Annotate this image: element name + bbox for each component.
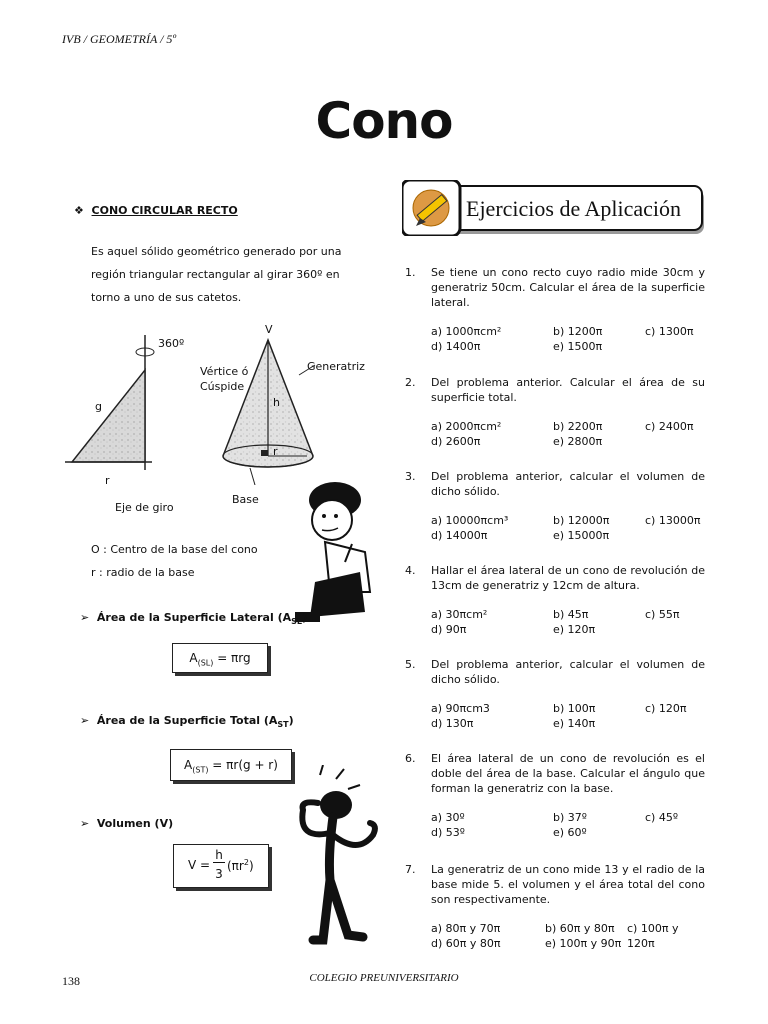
label-h: h: [273, 396, 280, 409]
exercise-options: a) 90πcm3 b) 100π c) 120π d) 130π e) 140π: [431, 702, 687, 730]
exercise-7: 7. La generatriz de un cono mide 13 y el radio de la base mide 5. el volumen y el área total del cono son respectivamente. a) 80π y 70π b) 60π y 80π c) 100π y 120π d) 60π y 80π e) 100π y 90π: [405, 862, 705, 953]
lateral-area-heading: ➢ Área de la Superficie Lateral $(A_{SL})$: [80, 611, 308, 627]
label-base: Base: [232, 493, 259, 506]
definition-text: Es aquel sólido geométrico generado por una región triangular rectangular al girar 360º en torno a uno de sus catetos.: [91, 245, 342, 304]
triangle-shape: [72, 370, 145, 462]
section-heading: [74, 204, 238, 217]
label-360: 360º: [158, 337, 185, 350]
thinking-boy-illustration: [290, 472, 385, 632]
exercise-3: 3. Del problema anterior, calcular el volumen de dicho sólido. a) 10000πcm³ b) 12000π c) 13000π d) 14000π e) 15000π: [405, 469, 705, 545]
label-vertex: Vértice ó Cúspide: [200, 365, 249, 393]
arrow-bullet-icon: ➢: [80, 611, 90, 624]
lateral-area-formula: $A_{(SL)} = \pi rg$: [172, 643, 268, 673]
exercise-options: a) 10000πcm³ b) 12000π c) 13000π d) 14000π e) 15000π: [431, 514, 701, 542]
banner-title: Ejercicios de Aplicación: [466, 196, 682, 221]
stick-figure-illustration: [278, 765, 386, 945]
footer-text: COLEGIO PREUNIVERSITARIO: [309, 972, 459, 984]
cone-figure: [215, 325, 365, 485]
triangle-figure: [60, 330, 170, 490]
total-area-heading: ➢ Área de la Superficie Total $(A_{ST})$: [80, 714, 294, 730]
label-generatrix: Generatriz: [307, 360, 365, 373]
exercise-options: a) 1000πcm² b) 1200π c) 1300π d) 1400π e) 1500π: [431, 325, 694, 353]
page-title: Cono: [315, 92, 453, 150]
exercise-1: 1. Se tiene un cono recto cuyo radio mide 30cm y generatriz 50cm. Calcular el área de la superficie lateral. a) 1000πcm² b) 1200π c) 1300π d) 1400π e) 1500π: [405, 265, 705, 356]
volume-heading: ➢ Volumen (V): [80, 817, 174, 830]
section-title: CONO CIRCULAR RECTO: [91, 204, 238, 217]
label-g: g: [95, 400, 102, 413]
diamond-bullet-icon: ❖: [74, 204, 84, 217]
label-axis: Eje de giro: [115, 501, 174, 514]
arrow-bullet-icon: ➢: [80, 817, 90, 830]
exercise-4: 4. Hallar el área lateral de un cono de revolución de 13cm de generatriz y 12cm de altura. a) 30πcm² b) 45π c) 55π d) 90π e) 120π: [405, 563, 705, 639]
exercise-options: a) 2000πcm² b) 2200π c) 2400π d) 2600π e) 2800π: [431, 420, 694, 448]
page-number: 138: [62, 974, 80, 988]
volume-formula: V = h 3 $(\pi r^2)$: [173, 844, 269, 888]
exercise-options: a) 30πcm² b) 45π c) 55π d) 90π e) 120π: [431, 608, 680, 636]
label-v: V: [265, 323, 273, 336]
arrow-bullet-icon: ➢: [80, 714, 90, 727]
total-area-formula: $A_{(ST)} = \pi r(g + r)$: [170, 749, 292, 781]
exercise-2: 2. Del problema anterior. Calcular el área de su superficie total. a) 2000πcm² b) 2200π c) 2400π d) 2600π e) 2800π: [405, 375, 705, 451]
legend-r: r : radio de la base: [91, 566, 195, 579]
legend-o: O : Centro de la base del cono: [91, 543, 258, 556]
exercise-options: a) 80π y 70π b) 60π y 80π c) 100π y 120π d) 60π y 80π e) 100π y 90π: [431, 922, 679, 950]
exercise-5: 5. Del problema anterior, calcular el volumen de dicho sólido. a) 90πcm3 b) 100π c) 120π d) 130π e) 140π: [405, 657, 705, 733]
label-r: r: [105, 474, 110, 487]
exercise-6: 6. El área lateral de un cono de revolución es el doble del área de la base. Calcular el ángulo que forman la generatriz con la base. a) 30º b) 37º c) 45º d) 53º e) 60º: [405, 751, 705, 842]
exercise-options: a) 30º b) 37º c) 45º d) 53º e) 60º: [431, 811, 679, 839]
running-header: IVB / GEOMETRÍA / 5º: [62, 32, 177, 46]
label-r-cone: r: [273, 445, 278, 458]
